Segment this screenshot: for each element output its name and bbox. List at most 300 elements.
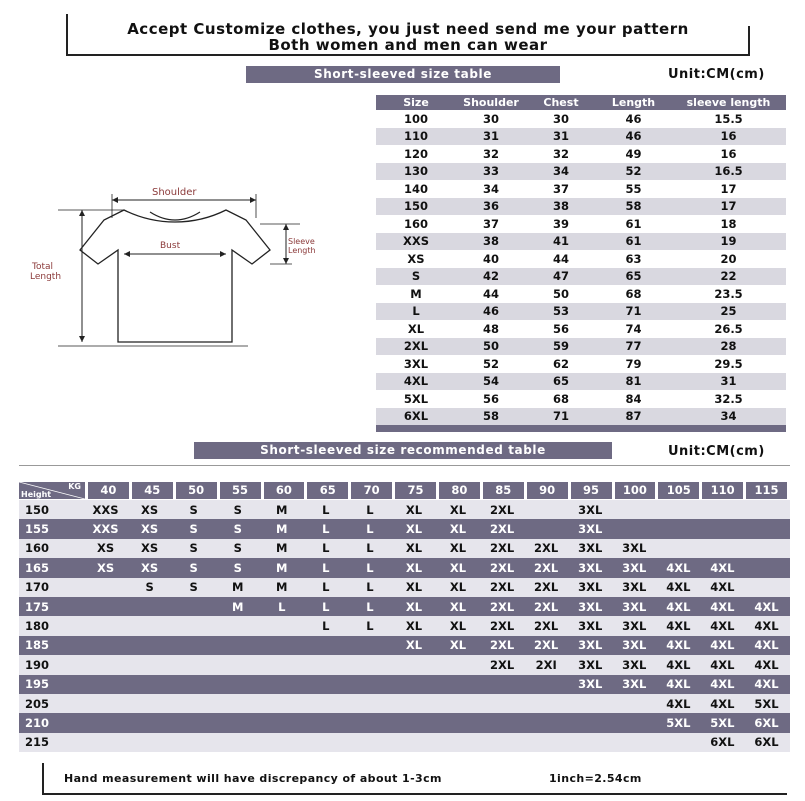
- size-table-cell: 54: [482, 374, 499, 389]
- size-recommendation-cell: M: [231, 599, 244, 614]
- size-recommendation-cell: 3XL: [622, 638, 647, 653]
- size-table-cell: 160: [403, 216, 428, 231]
- size-table-cell: 68: [625, 286, 642, 301]
- size-table-cell: 50: [482, 339, 499, 354]
- size-table-cell: 63: [625, 251, 642, 266]
- size-table-row: [376, 268, 786, 286]
- size-table-cell: 150: [403, 199, 428, 214]
- size-recommendation-cell: 2XL: [489, 502, 515, 517]
- size-recommendation-cell: XL: [449, 619, 467, 634]
- rec-table-unit: Unit:CM(cm): [668, 444, 765, 459]
- size-recommendation-cell: S: [233, 522, 242, 537]
- size-table-cell: 38: [552, 199, 569, 214]
- size-table-cell: L: [412, 304, 420, 319]
- size-recommendation-cell: M: [276, 502, 288, 517]
- size-recommendation-cell: 2XL: [489, 560, 515, 575]
- rec-table-row: [19, 597, 790, 616]
- size-recommendation-cell: XL: [405, 599, 423, 614]
- size-recommendation-cell: 4XL: [754, 599, 779, 614]
- footer-note: Hand measurement will have discrepancy of about 1-3cm: [64, 772, 442, 785]
- size-recommendation-cell: L: [322, 560, 330, 575]
- size-recommendation-cell: 2XL: [489, 657, 515, 672]
- height-cell: 215: [25, 735, 50, 750]
- size-table-cell: 2XL: [403, 339, 429, 354]
- size-recommendation-cell: 4XL: [666, 619, 691, 634]
- size-recommendation-cell: M: [276, 522, 288, 537]
- size-table-cell: 32: [552, 146, 569, 161]
- size-recommendation-cell: XXS: [92, 522, 119, 537]
- size-recommendation-cell: L: [322, 619, 330, 634]
- size-table-cell: 42: [482, 269, 499, 284]
- size-table-cell: S: [411, 269, 421, 284]
- size-table-row: [376, 198, 786, 216]
- col-sleeve-length: sleeve length: [686, 96, 771, 109]
- size-recommendation-cell: 4XL: [754, 657, 779, 672]
- footer-box: [42, 763, 787, 795]
- size-table-row: [376, 285, 786, 303]
- rec-table-row: [19, 733, 790, 752]
- size-table-cell: 61: [625, 216, 642, 231]
- size-recommendation-cell: 2XL: [489, 580, 515, 595]
- size-table-cell: 77: [625, 339, 642, 354]
- size-recommendation-cell: L: [322, 522, 330, 537]
- size-table-cell: 39: [552, 216, 569, 231]
- size-recommendation-cell: XS: [141, 522, 159, 537]
- size-recommendation-cell: L: [366, 599, 374, 614]
- label-sleeve-1: Sleeve: [288, 237, 315, 246]
- weight-header-cell: 115: [746, 482, 787, 499]
- size-table-cell: 34: [720, 409, 737, 424]
- size-table-cell: XL: [407, 321, 425, 336]
- size-recommendation-cell: 5XL: [754, 696, 779, 711]
- size-recommendation-cell: XL: [449, 580, 467, 595]
- rec-table-row: [19, 675, 790, 694]
- label-shoulder: Shoulder: [152, 187, 197, 198]
- size-recommendation-cell: 2XI: [535, 657, 557, 672]
- size-table-cell: 41: [552, 234, 569, 249]
- size-recommendation-cell: M: [231, 580, 244, 595]
- height-cell: 150: [25, 502, 50, 517]
- size-table-cell: 84: [625, 391, 642, 406]
- size-table-cell: 52: [625, 164, 642, 179]
- size-recommendation-cell: 2XL: [534, 560, 559, 575]
- header-line-2: Both women and men can wear: [268, 36, 548, 54]
- size-recommendation-cell: XL: [405, 541, 423, 556]
- size-recommendation-cell: 3XL: [622, 560, 647, 575]
- size-recommendation-cell: S: [189, 541, 198, 556]
- size-table-cell: 120: [403, 146, 428, 161]
- height-cell: 195: [25, 677, 50, 692]
- size-table-cell: 56: [482, 391, 499, 406]
- size-table-cell: 23.5: [714, 286, 743, 301]
- size-table-cell: 58: [482, 409, 499, 424]
- size-table-cell: 71: [625, 304, 642, 319]
- rec-table-row: [19, 655, 790, 674]
- size-table-cell: 130: [403, 164, 428, 179]
- size-table-cell: 32: [482, 146, 499, 161]
- tshirt-measurement-diagram: [20, 180, 340, 360]
- size-table-cell: 16.5: [714, 164, 743, 179]
- size-table-cell: 46: [625, 129, 642, 144]
- weight-header-cell: 110: [702, 482, 743, 499]
- size-table-cell: 65: [625, 269, 642, 284]
- size-table-cell: 53: [552, 304, 569, 319]
- size-recommendation-cell: 3XL: [578, 560, 603, 575]
- height-cell: 155: [25, 522, 50, 537]
- size-table-cell: 31: [482, 129, 499, 144]
- size-recommendation-cell: 3XL: [622, 599, 647, 614]
- size-recommendation-cell: XL: [449, 638, 467, 653]
- size-recommendation-cell: 4XL: [666, 696, 691, 711]
- weight-header-cell: 100: [615, 482, 656, 499]
- size-recommendation-cell: 3XL: [622, 657, 647, 672]
- size-table-row: [376, 215, 786, 233]
- size-recommendation-cell: 3XL: [578, 638, 603, 653]
- size-recommendation-cell: XS: [96, 560, 115, 575]
- size-table-cell: 87: [625, 409, 642, 424]
- height-cell: 210: [25, 715, 50, 730]
- height-cell: 180: [25, 619, 50, 634]
- size-recommendation-cell: 3XL: [578, 541, 603, 556]
- size-recommendation-cell: 4XL: [754, 677, 779, 692]
- rec-table-row: [19, 500, 790, 519]
- size-table-cell: 38: [482, 234, 499, 249]
- height-cell: 205: [25, 696, 50, 711]
- size-table-cell: 40: [482, 251, 499, 266]
- size-recommendation-cell: XL: [405, 522, 423, 537]
- size-recommendation-cell: S: [233, 560, 242, 575]
- col-size: Size: [403, 96, 429, 109]
- size-recommendation-cell: 3XL: [578, 619, 603, 634]
- size-recommendation-cell: XL: [449, 502, 467, 517]
- size-table-cell: 37: [482, 216, 499, 231]
- size-table-row: [376, 373, 786, 391]
- size-table-row: [376, 180, 786, 198]
- size-table-cell: 74: [625, 321, 642, 336]
- size-recommendation-cell: L: [366, 580, 374, 595]
- weight-header-cell: 85: [483, 482, 524, 499]
- size-table-cell: 47: [552, 269, 569, 284]
- size-recommendation-cell: 6XL: [710, 735, 735, 750]
- size-table-cell: 28: [720, 339, 737, 354]
- size-recommendation-cell: 4XL: [710, 619, 735, 634]
- size-recommendation-cell: 3XL: [578, 677, 603, 692]
- size-recommendation-cell: 4XL: [666, 677, 691, 692]
- size-table-banner: Short-sleeved size table: [246, 66, 560, 83]
- size-table-cell: 34: [482, 181, 499, 196]
- rec-table-row: [19, 616, 790, 635]
- size-recommendation-cell: 6XL: [754, 715, 779, 730]
- size-recommendation-cell: L: [366, 522, 374, 537]
- size-recommendation-cell: M: [276, 541, 288, 556]
- size-table-row: [376, 390, 786, 408]
- size-recommendation-cell: XL: [449, 599, 467, 614]
- size-table-cell: 15.5: [714, 111, 743, 126]
- size-recommendation-cell: L: [366, 502, 374, 517]
- size-table-cell: 49: [625, 146, 642, 161]
- weight-header-cell: 45: [132, 482, 173, 499]
- size-recommendation-cell: 4XL: [710, 580, 735, 595]
- size-recommendation-cell: 2XL: [534, 599, 559, 614]
- size-recommendation-cell: S: [145, 580, 154, 595]
- size-recommendation-cell: 4XL: [666, 599, 691, 614]
- size-recommendation-cell: M: [276, 560, 288, 575]
- size-recommendation-cell: L: [322, 580, 330, 595]
- rec-table-row: [19, 694, 790, 713]
- size-recommendation-cell: L: [322, 541, 330, 556]
- size-table-cell: 81: [625, 374, 642, 389]
- size-recommendation-cell: 3XL: [622, 541, 647, 556]
- size-recommendation-cell: S: [233, 502, 242, 517]
- size-table-row: [376, 250, 786, 268]
- size-recommendation-cell: XL: [405, 580, 423, 595]
- footer-conversion: 1inch=2.54cm: [549, 772, 642, 785]
- size-table-cell: 37: [552, 181, 569, 196]
- size-table-footer-bar: [376, 425, 786, 432]
- rec-header-row: [19, 480, 790, 500]
- label-total-2: Length: [30, 272, 62, 282]
- size-recommendation-cell: 4XL: [710, 657, 735, 672]
- size-table-cell: 52: [482, 356, 499, 371]
- size-table-cell: 59: [552, 339, 569, 354]
- size-recommendation-cell: 4XL: [710, 677, 735, 692]
- rec-table-row: [19, 578, 790, 597]
- size-recommendation-cell: 4XL: [710, 638, 735, 653]
- label-bust: Bust: [160, 241, 181, 251]
- size-recommendation-cell: XL: [405, 502, 423, 517]
- rec-table-row: [19, 519, 790, 538]
- rec-corner-cell: [19, 482, 85, 499]
- size-table-cell: 32.5: [714, 391, 743, 406]
- height-cell: 185: [25, 638, 50, 653]
- size-recommendation-cell: 5XL: [666, 715, 691, 730]
- size-recommendation-cell: L: [366, 560, 374, 575]
- size-recommendation-cell: 4XL: [666, 638, 691, 653]
- rec-table-rule: [19, 465, 790, 466]
- size-table-row: [376, 408, 786, 426]
- weight-header-cell: 65: [307, 482, 348, 499]
- size-recommendation-cell: 2XL: [534, 541, 559, 556]
- header-line-1: Accept Customize clothes, you just need send me your pattern: [127, 20, 689, 38]
- size-table-cell: 33: [482, 164, 499, 179]
- size-table-cell: 30: [482, 111, 499, 126]
- weight-header-cell: 60: [264, 482, 305, 499]
- size-recommendation-cell: 4XL: [666, 580, 691, 595]
- size-table-cell: 16: [720, 146, 737, 161]
- label-total-1: Total: [32, 262, 54, 272]
- size-table-row: [376, 145, 786, 163]
- size-recommendation-cell: XL: [449, 522, 467, 537]
- recommended-size-table: [19, 480, 790, 752]
- weight-header-cell: 80: [439, 482, 480, 499]
- size-table-cell: 100: [403, 111, 428, 126]
- weight-header-cell: 40: [88, 482, 129, 499]
- weight-header-cell: 75: [395, 482, 436, 499]
- size-table-cell: 29.5: [714, 356, 743, 371]
- size-table-cell: 61: [625, 234, 642, 249]
- rec-table-row: [19, 539, 790, 558]
- size-recommendation-cell: 4XL: [666, 657, 691, 672]
- size-table-cell: 55: [625, 181, 642, 196]
- size-table-cell: 4XL: [403, 374, 429, 389]
- size-recommendation-cell: 4XL: [710, 599, 735, 614]
- size-recommendation-cell: S: [189, 580, 198, 595]
- size-table-cell: 31: [552, 129, 569, 144]
- rec-table-row: [19, 713, 790, 732]
- size-recommendation-cell: 5XL: [710, 715, 735, 730]
- size-recommendation-cell: 4XL: [754, 619, 779, 634]
- size-recommendation-cell: 2XL: [489, 599, 515, 614]
- size-table-cell: 46: [625, 111, 642, 126]
- rec-table-row: [19, 558, 790, 577]
- size-recommendation-cell: 2XL: [534, 619, 559, 634]
- size-table-cell: 26.5: [714, 321, 743, 336]
- size-recommendation-cell: 4XL: [710, 696, 735, 711]
- size-table: [376, 95, 786, 432]
- size-recommendation-cell: XS: [96, 541, 115, 556]
- size-table-row: [376, 163, 786, 181]
- size-table-cell: 6XL: [403, 409, 429, 424]
- size-recommendation-cell: 3XL: [578, 580, 603, 595]
- size-recommendation-cell: XS: [141, 541, 159, 556]
- size-recommendation-cell: 3XL: [622, 580, 647, 595]
- size-table-row: [376, 320, 786, 338]
- size-table-cell: 56: [552, 321, 569, 336]
- height-cell: 170: [25, 580, 50, 595]
- size-recommendation-cell: 3XL: [578, 657, 603, 672]
- size-recommendation-cell: XS: [141, 560, 159, 575]
- height-cell: 165: [25, 560, 50, 575]
- size-table-cell: 44: [552, 251, 569, 266]
- rec-table-row: [19, 636, 790, 655]
- size-table-cell: 71: [552, 409, 569, 424]
- size-table-cell: 30: [552, 111, 569, 126]
- size-recommendation-cell: 2XL: [534, 638, 559, 653]
- size-recommendation-cell: XL: [405, 619, 423, 634]
- size-recommendation-cell: 6XL: [754, 735, 779, 750]
- size-table-cell: 65: [552, 374, 569, 389]
- size-table-row: [376, 110, 786, 128]
- size-table-cell: XXS: [402, 234, 429, 249]
- size-table-cell: 31: [720, 374, 737, 389]
- col-chest: Chest: [543, 96, 579, 109]
- height-cell: 190: [25, 657, 50, 672]
- size-table-unit: Unit:CM(cm): [668, 67, 765, 82]
- size-table-cell: 19: [720, 234, 737, 249]
- header-divider: [748, 26, 750, 56]
- size-recommendation-cell: 2XL: [489, 522, 515, 537]
- size-table-row: [376, 338, 786, 356]
- size-table-row: [376, 128, 786, 146]
- size-recommendation-cell: XL: [405, 638, 423, 653]
- size-table-cell: 22: [720, 269, 737, 284]
- corner-height-label: Height: [21, 489, 52, 499]
- weight-header-cell: 70: [351, 482, 392, 499]
- size-table-cell: 3XL: [403, 356, 429, 371]
- size-recommendation-cell: 2XL: [534, 580, 559, 595]
- size-recommendation-cell: XS: [141, 502, 159, 517]
- size-recommendation-cell: 3XL: [578, 522, 603, 537]
- size-table-cell: 16: [720, 129, 737, 144]
- size-table-cell: 48: [482, 321, 499, 336]
- size-recommendation-cell: 3XL: [622, 619, 647, 634]
- size-recommendation-cell: L: [322, 599, 330, 614]
- corner-kg-label: KG: [68, 481, 81, 491]
- header-box: [66, 14, 748, 56]
- size-recommendation-cell: L: [322, 502, 330, 517]
- size-table-cell: 44: [482, 286, 499, 301]
- size-recommendation-cell: M: [276, 580, 288, 595]
- weight-header-cell: 50: [176, 482, 217, 499]
- size-recommendation-cell: L: [366, 541, 374, 556]
- size-recommendation-cell: S: [189, 560, 198, 575]
- size-table-header: [376, 95, 786, 110]
- size-table-cell: 79: [625, 356, 642, 371]
- size-recommendation-cell: 2XL: [489, 619, 515, 634]
- size-table-cell: 5XL: [403, 391, 429, 406]
- size-table-cell: 25: [720, 304, 737, 319]
- size-table-row: [376, 303, 786, 321]
- size-recommendation-cell: XL: [449, 560, 467, 575]
- label-sleeve-2: Length: [288, 246, 316, 255]
- size-table-cell: 34: [552, 164, 569, 179]
- size-table-row: [376, 355, 786, 373]
- size-recommendation-cell: 2XL: [489, 541, 515, 556]
- col-shoulder: Shoulder: [463, 96, 519, 109]
- size-table-cell: 68: [552, 391, 569, 406]
- size-table-cell: 50: [552, 286, 569, 301]
- size-table-cell: 58: [625, 199, 642, 214]
- tshirt-outline: [80, 210, 270, 342]
- col-length: Length: [611, 96, 656, 109]
- size-table-row: [376, 233, 786, 251]
- size-recommendation-cell: 4XL: [666, 560, 691, 575]
- size-recommendation-cell: XL: [449, 541, 467, 556]
- weight-header-cell: 105: [658, 482, 699, 499]
- size-table-cell: XS: [407, 251, 425, 266]
- size-recommendation-cell: XXS: [92, 502, 119, 517]
- size-recommendation-cell: S: [189, 522, 198, 537]
- height-cell: 175: [25, 599, 50, 614]
- size-table-cell: 110: [403, 129, 428, 144]
- size-recommendation-cell: 4XL: [754, 638, 779, 653]
- size-table-cell: 18: [720, 216, 737, 231]
- weight-header-cell: 55: [220, 482, 261, 499]
- weight-header-cell: 90: [527, 482, 568, 499]
- size-recommendation-cell: 3XL: [578, 599, 603, 614]
- size-recommendation-cell: S: [233, 541, 242, 556]
- size-recommendation-cell: XL: [405, 560, 423, 575]
- size-table-cell: 17: [720, 181, 737, 196]
- size-recommendation-cell: S: [189, 502, 198, 517]
- size-table-cell: 62: [552, 356, 569, 371]
- size-table-cell: 36: [482, 199, 499, 214]
- size-recommendation-cell: 3XL: [622, 677, 647, 692]
- weight-header-cell: 95: [571, 482, 612, 499]
- size-table-cell: 17: [720, 199, 737, 214]
- size-recommendation-cell: L: [278, 599, 286, 614]
- height-cell: 160: [25, 541, 50, 556]
- size-recommendation-cell: 4XL: [710, 560, 735, 575]
- size-table-cell: 46: [482, 304, 499, 319]
- size-recommendation-cell: 2XL: [489, 638, 515, 653]
- size-recommendation-cell: 3XL: [578, 502, 603, 517]
- size-table-cell: 140: [403, 181, 428, 196]
- size-table-cell: 20: [720, 251, 737, 266]
- rec-table-banner: Short-sleeved size recommended table: [194, 442, 612, 459]
- size-table-cell: M: [410, 286, 422, 301]
- size-recommendation-cell: L: [366, 619, 374, 634]
